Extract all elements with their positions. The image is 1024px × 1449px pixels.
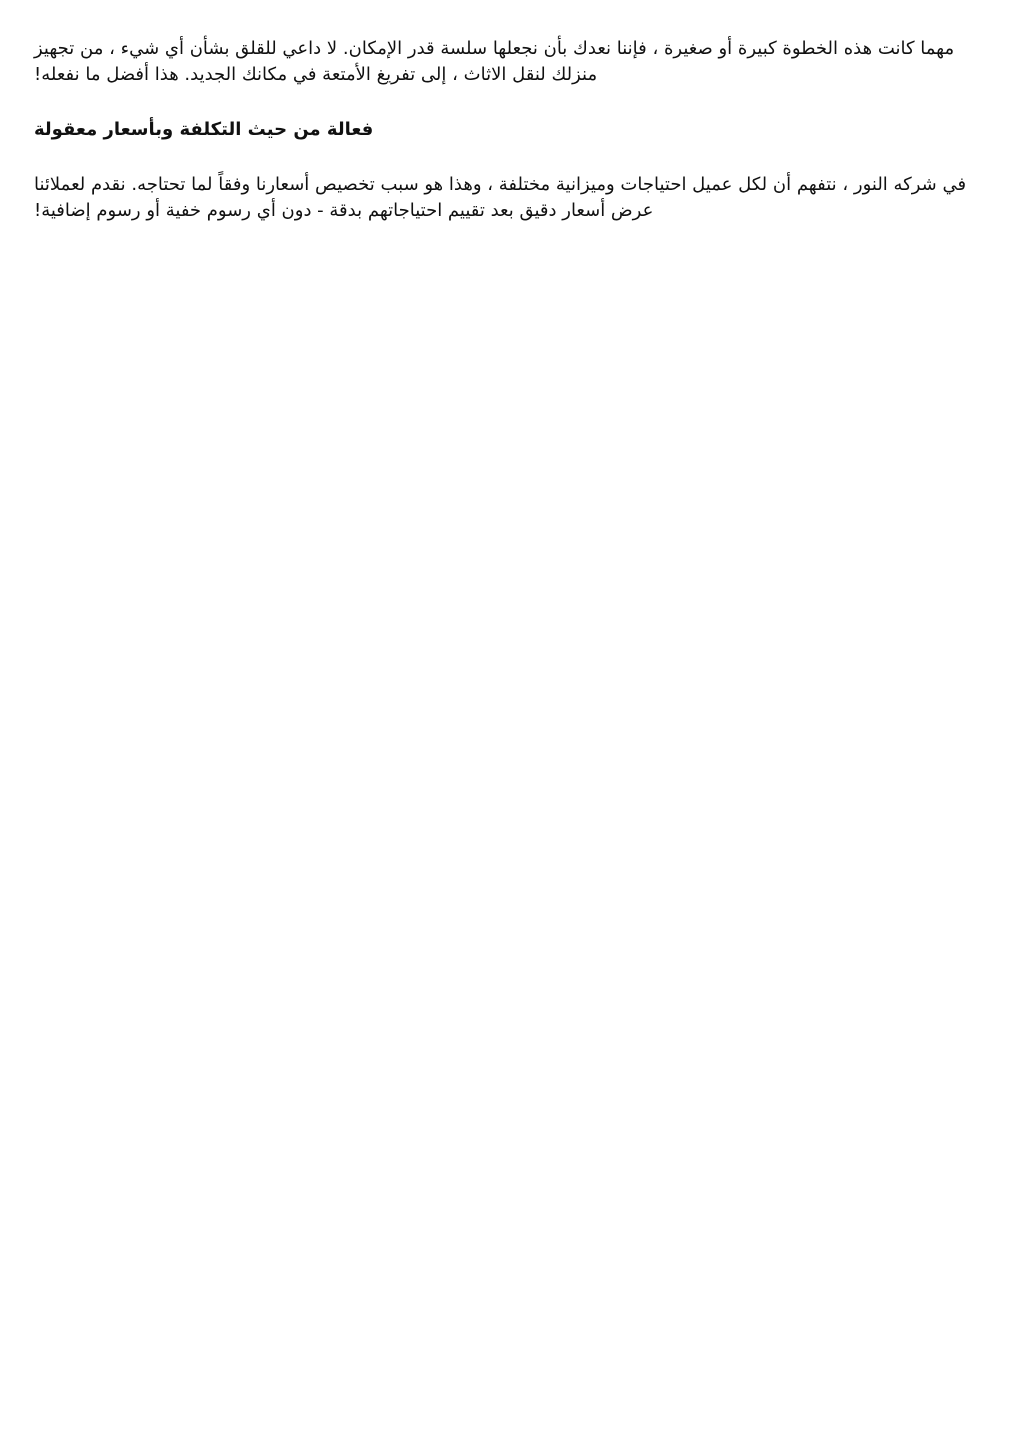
section-heading: فعالة من حيث التكلفة وبأسعار معقولة bbox=[34, 119, 374, 140]
section-paragraph: في شركه النور ، نتفهم أن لكل عميل احتياجات وميزانية مختلفة ، وهذا هو سبب تخصيص أسعارنا وفقاً لما تحتاجه. نقدم لعملائنا عرض أسعار دقيق بعد تقييم احتياجاتهم بدقة - دون أي رسوم خفية أو رسوم إضافية! bbox=[34, 174, 967, 221]
document-page bbox=[34, 36, 990, 223]
intro-paragraph: مهما كانت هذه الخطوة كبيرة أو صغيرة ، فإننا نعدك بأن نجعلها سلسة قدر الإمكان. لا داعي للقلق بشأن أي شيء ، من تجهيز منزلك لنقل الاثاث ، إلى تفريغ الأمتعة في مكانك الجديد. هذا أفضل ما نفعله! bbox=[34, 38, 955, 85]
